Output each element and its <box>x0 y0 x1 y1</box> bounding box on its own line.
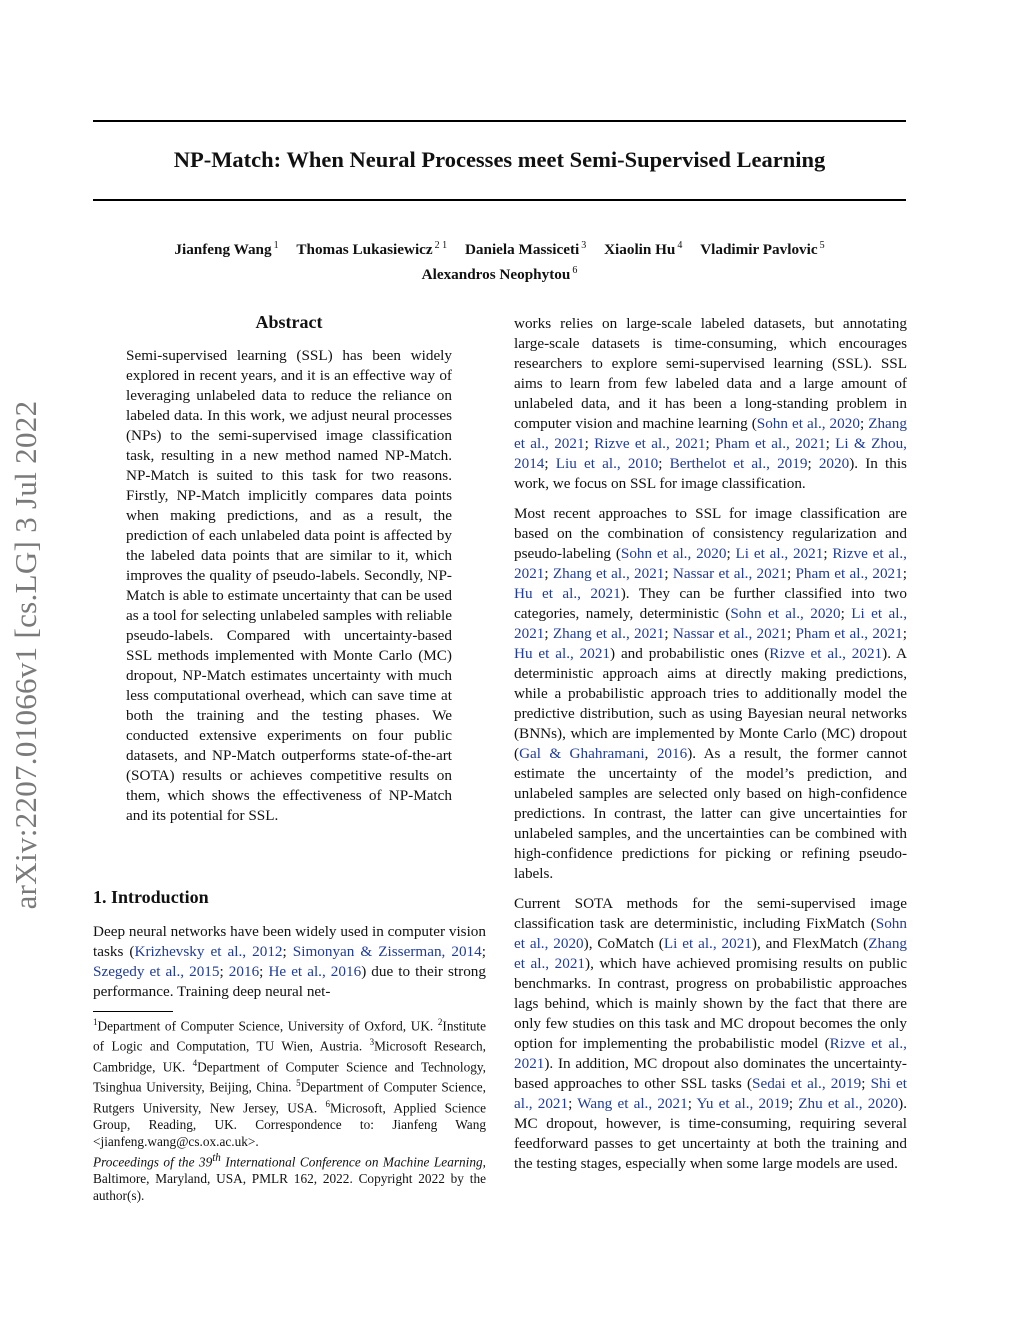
author-list <box>93 235 906 285</box>
title-rule-bottom <box>93 199 906 201</box>
citation-link[interactable]: Wang et al., 2021 <box>577 1095 688 1112</box>
citation-link[interactable]: Pham et al., 2021 <box>795 565 903 582</box>
citation-link[interactable]: 2020 <box>818 455 850 472</box>
intro-paragraph: Current SOTA methods for the semi-supervised image classification task are deterministic, including FixMatch (Sohn et al., 2020), CoMatch (Li et al., 2021), and FlexMatch (Zhang et al., 2021), which have achieved promising results on public benchmarks. In contrast, progress on probabilistic approaches lags behind, which is mainly shown by the fact that there are only few studies on this task and MC dropout becomes the only option for implementing the probabilistic model (Rizve et al., 2021). In addition, MC dropout also dominates the uncertainty-based approaches to other SSL tasks (Sedai et al., 2019; Shi et al., 2021; Wang et al., 2021; Yu et al., 2019; Zhu et al., 2020). MC dropout, however, is time-consuming, requiring several feedforward passes to get uncertainty at both the training and the testing stages, especially when some large models are used. <box>514 895 908 1172</box>
introduction-body-left <box>93 922 486 1002</box>
citation-link[interactable]: 2016 <box>656 745 688 762</box>
proceedings-note: Proceedings of the 39th International Conference on Machine Learning, Baltimore, Maryland, USA, PMLR 162, 2022. Copyright 2022 by the author(s). <box>93 1152 486 1204</box>
intro-paragraph: Most recent approaches to SSL for image classification are based on the combination of consistency regularization and pseudo-labeling (Sohn et al., 2020; Li et al., 2021; Rizve et al., 2021; Zhang et al., 2021; Nassar et al., 2021; Pham et al., 2021; Hu et al., 2021). They can be further classified into two categories, namely, deterministic (Sohn et al., 2020; Li et al., 2021; Zhang et al., 2021; Nassar et al., 2021; Pham et al., 2021; Hu et al., 2021) and probabilistic ones (Rizve et al., 2021). A deterministic approach aims at directly making predictions, while a probabilistic approach tries to additionally model the predictive distribution, such as using Bayesian neural networks (BNNs), which are implemented by Monte Carlo (MC) dropout (Gal & Ghahramani, 2016). As a result, the former cannot estimate the uncertainty of the model’s prediction, and unlabeled samples are selected only based on high-confidence predictions. In contrast, the latter can give uncertainties for unlabeled samples, and the uncertainties can be combined with high-confidence predictions for picking or refining pseudo-labels. <box>514 505 908 882</box>
citation-link[interactable]: He et al., 2016 <box>268 963 362 980</box>
citation-link[interactable]: Zhang et al., 2021 <box>552 565 665 582</box>
intro-paragraph: works relies on large-scale labeled datasets, but annotating large-scale datasets is time-consuming, which encourages researchers to explore semi-supervised learning (SSL). SSL aims to learn from few labeled data and a large amount of unlabeled data, and it has been a long-standing problem in computer vision and machine learning (Sohn et al., 2020; Zhang et al., 2021; Rizve et al., 2021; Pham et al., 2021; Li & Zhou, 2014; Liu et al., 2010; Berthelot et al., 2019; 2020). In this work, we focus on SSL for image classification. <box>514 315 907 492</box>
citation-link[interactable]: Hu et al., 2021 <box>514 645 611 662</box>
introduction-body-right <box>514 314 907 1184</box>
affiliation-footnotes: $^1$Department of Computer Science, University of Oxford, UK. $^2$Institute of Logic and Computation, TU Wien, Austria. $^3$Microsoft Research, Cambridge, UK. $^4$Department of Computer Science and Technology, Tsinghua University, Beijing, China. $^5$Department of Computer Science, Rutgers University, New Jersey, USA. $^6$Microsoft, Applied Science Group, Reading, UK. Correspondence to: Jianfeng Wang <jianfeng.wang@cs.ox.ac.uk>. <box>93 1017 487 1150</box>
citation-link[interactable]: Li & Zhou, 2014 <box>514 435 907 472</box>
intro-paragraph: Deep neural networks have been widely used in computer vision tasks (Krizhevsky et al., 2012; Simonyan & Zisserman, 2014; Szegedy et al., 2015; 2016; He et al., 2016) due to their strong performance. Training deep neural net- <box>93 923 486 1000</box>
citation-link[interactable]: Hu et al., 2021 <box>514 585 621 602</box>
author: Thomas Lukasiewicz $^{2 1}$ <box>296 240 448 259</box>
citation-link[interactable]: Berthelot et al., 2019 <box>669 455 808 472</box>
citation-link[interactable]: Pham et al., 2021 <box>795 625 903 642</box>
title-rule-top <box>93 120 906 122</box>
citation-link[interactable]: Sohn et al., 2020 <box>730 605 841 622</box>
author: Jianfeng Wang $^1$ <box>174 240 279 259</box>
citation-link[interactable]: Sohn et al., 2020 <box>756 415 860 432</box>
citation-link[interactable]: Shi et al., 2021 <box>514 1075 907 1112</box>
citation-link[interactable]: Krizhevsky et al., 2012 <box>134 943 283 960</box>
citation-link[interactable]: Nassar et al., 2021 <box>672 625 787 642</box>
citation-link[interactable]: Li et al., 2021 <box>663 935 752 952</box>
citation-link[interactable]: Simonyan & Zisserman, 2014 <box>292 943 482 960</box>
abstract-text: Semi-supervised learning (SSL) has been widely explored in recent years, and it is an effective way of leveraging unlabeled data to reduce the reliance on labeled data. In this work, we adjust neural processes (NPs) to the semi-supervised image classification task, resulting in a new method named NP-Match. NP-Match is suited to this task for two reasons. Firstly, NP-Match implicitly compares data points when making predictions, and as a result, the prediction of each unlabeled data point is affected by the labeled data points that are similar to it, which improves the quality of pseudo-labels. Secondly, NP-Match is able to estimate uncertainty that can be used as a tool for selecting unlabeled samples with reliable pseudo-labels. Compared with uncertainty-based SSL methods implemented with Monte Carlo (MC) dropout, NP-Match estimates uncertainty with much less computational overhead, which can save time at both the training and the testing phases. We conducted extensive experiments on four public datasets, and NP-Match outperforms state-of-the-art (SOTA) results or achieves competitive results on them, which shows the effectiveness of NP-Match and its potential for SSL. <box>126 347 452 824</box>
citation-link[interactable]: Rizve et al., 2021 <box>594 435 706 452</box>
footnote-divider <box>93 1011 173 1012</box>
citation-link[interactable]: Zhang et al., 2021 <box>552 625 665 642</box>
abstract-heading: Abstract <box>255 312 323 332</box>
citation-link[interactable]: Zhang et al., 2021 <box>514 935 908 972</box>
citation-link[interactable]: 2016 <box>228 963 260 980</box>
citation-link[interactable]: Nassar et al., 2021 <box>672 565 787 582</box>
citation-link[interactable]: Rizve et al., 2021 <box>514 545 907 582</box>
citation-link[interactable]: Pham et al., 2021 <box>715 435 826 452</box>
citation-link[interactable]: Zhang et al., 2021 <box>514 415 907 452</box>
citation-link[interactable]: Yu et al., 2019 <box>696 1095 789 1112</box>
citation-link[interactable]: Rizve et al., 2021 <box>514 1035 907 1072</box>
author: Xiaolin Hu $^4$ <box>604 240 683 259</box>
section-heading-introduction: 1. Introduction <box>93 887 209 907</box>
paper-title: NP-Match: When Neural Processes meet Semi-Supervised Learning <box>173 147 826 172</box>
citation-link[interactable]: Li et al., 2021 <box>735 545 824 562</box>
author: Daniela Massiceti $^3$ <box>464 240 587 259</box>
citation-link[interactable]: Zhu et al., 2020 <box>798 1095 899 1112</box>
abstract-body <box>126 346 452 826</box>
citation-link[interactable]: Rizve et al., 2021 <box>769 645 883 662</box>
arxiv-side-stamp: arXiv:2207.01066v1 [cs.LG] 3 Jul 2022 <box>8 400 43 910</box>
citation-link[interactable]: Sedai et al., 2019 <box>752 1075 862 1092</box>
author: Alexandros Neophytou $^6$ <box>421 265 578 284</box>
author: Vladimir Pavlovic $^5$ <box>700 240 825 259</box>
citation-link[interactable]: Szegedy et al., 2015 <box>93 963 220 980</box>
citation-link[interactable]: Gal & Ghahramani <box>519 745 645 762</box>
citation-link[interactable]: Liu et al., 2010 <box>555 455 659 472</box>
citation-link[interactable]: Sohn et al., 2020 <box>514 915 907 952</box>
citation-link[interactable]: Li et al., 2021 <box>514 605 908 642</box>
citation-link[interactable]: Sohn et al., 2020 <box>620 545 727 562</box>
